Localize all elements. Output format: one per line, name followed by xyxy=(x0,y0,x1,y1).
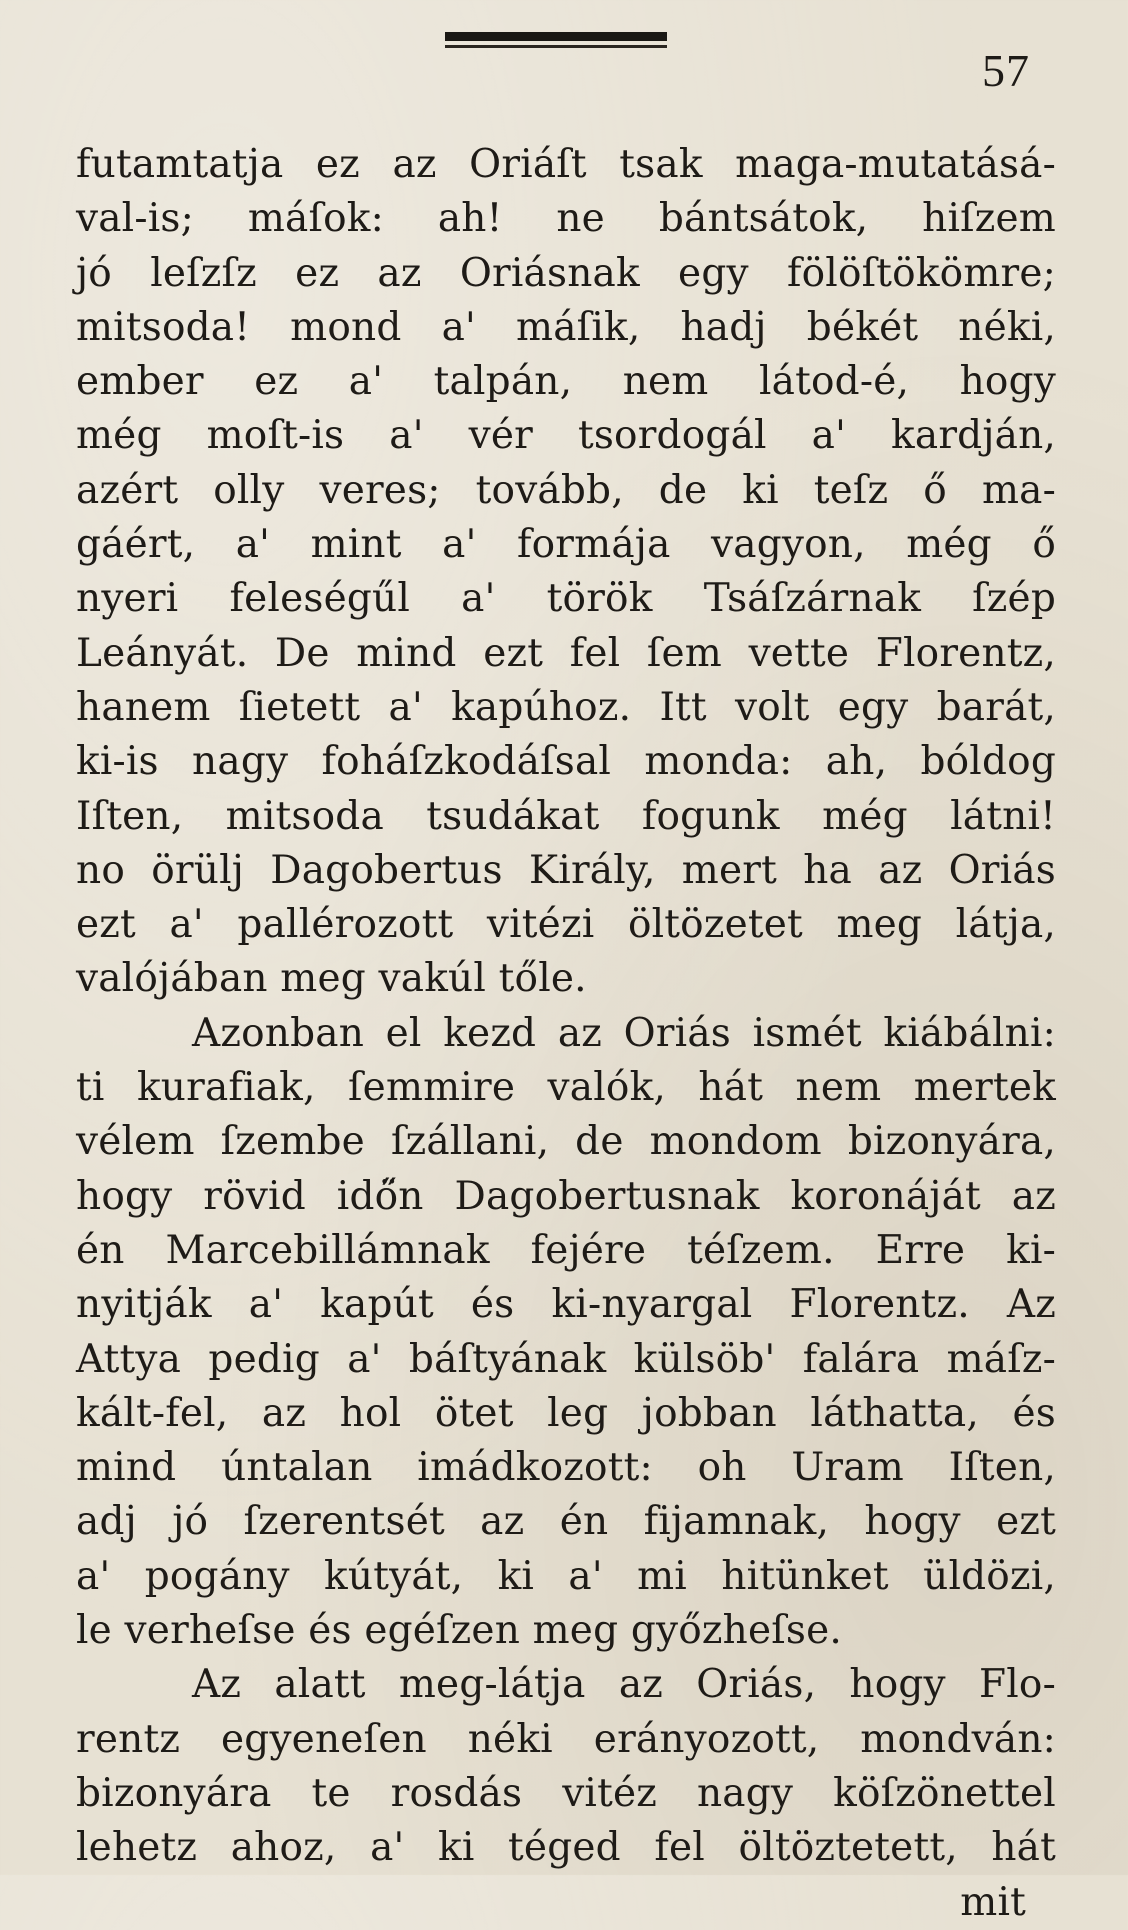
paragraph-start-line: Azonban el kezd az Oriás ismét kiábálni: xyxy=(192,1010,1056,1056)
page-number: 57 xyxy=(982,45,1030,96)
text-line: rentz egyeneſen néki erányozott, mondván: xyxy=(76,1716,1056,1762)
text-line: gáért, a' mint a' formája vagyon, még ő xyxy=(76,522,1056,568)
text-line: lehetz ahoz, a' ki téged fel öltöztetett, hát xyxy=(76,1825,1056,1871)
text-line: nyeri feleségűl a' török Tsáſzárnak ſzép xyxy=(76,576,1056,622)
header-rule-thin xyxy=(445,45,667,48)
text-line: hanem ſietett a' kapúhoz. Itt volt egy barát, xyxy=(76,684,1056,730)
text-line: hogy rövid idő̈n Dagobertusnak koronáját az xyxy=(76,1173,1056,1219)
paragraph-end-line: valójában meg vakúl tőle. xyxy=(76,956,587,1002)
text-line: ki-is nagy foháſzkodáſsal monda: ah, bóldog xyxy=(76,739,1056,785)
text-line: jó leſzſz ez az Oriásnak egy fölöſtökömre; xyxy=(76,250,1056,296)
text-line: futamtatja ez az Oriáſt tsak maga-mutatásá- xyxy=(76,142,1056,187)
text-line: mitsoda! mond a' máſik, hadj békét néki, xyxy=(76,304,1056,350)
text-line: Attya pedig a' báſtyának külsöb' falára máſz- xyxy=(76,1336,1056,1382)
text-line: vélem ſzembe ſzállani, de mondom bizonyára, xyxy=(76,1119,1056,1165)
text-line: a' pogány kútyát, ki a' mi hitünket üldözi, xyxy=(76,1553,1056,1599)
text-line: kált-fel, az hol ötet leg jobban láthatta, és xyxy=(76,1390,1056,1436)
body-text xyxy=(76,138,1056,1930)
text-line: ember ez a' talpán, nem látod-é, hogy xyxy=(76,359,1056,405)
catchword: mit xyxy=(960,1879,1026,1925)
text-line: bizonyára te rosdás vitéz nagy köſzönettel xyxy=(76,1770,1056,1816)
text-line: mind úntalan imádkozott: oh Uram Iſten, xyxy=(76,1445,1056,1491)
text-line: még moſt-is a' vér tsordogál a' kardján, xyxy=(76,413,1056,459)
text-line: Iſten, mitsoda tsudákat fogunk még látni! xyxy=(76,793,1056,839)
text-line: adj jó ſzerentsét az én fijamnak, hogy ezt xyxy=(76,1499,1056,1545)
paragraph-start-line: Az alatt meg-látja az Oriás, hogy Flo- xyxy=(192,1662,1056,1708)
text-line: val-is; máſok: ah! ne bántsátok, hiſzem xyxy=(76,196,1056,242)
text-line: no örülj Dagobertus Király, mert ha az Oriás xyxy=(76,847,1056,893)
text-line: ezt a' pallérozott vitézi öltözetet meg látja, xyxy=(76,902,1056,948)
text-line: azért olly veres; tovább, de ki teſz ő ma- xyxy=(76,467,1056,513)
header-rule-thick xyxy=(445,32,667,41)
paragraph-end-line: le verheſse és egéſzen meg győzheſse. xyxy=(76,1608,842,1654)
text-line: ti kurafiak, ſemmire valók, hát nem mertek xyxy=(76,1065,1056,1111)
text-line: nyitják a' kapút és ki-nyargal Florentz. Az xyxy=(76,1282,1056,1328)
text-line: Leányát. De mind ezt fel ſem vette Florentz, xyxy=(76,630,1056,676)
header-rule xyxy=(445,32,667,50)
text-line: én Marcebillámnak fejére téſzem. Erre ki- xyxy=(76,1227,1056,1273)
